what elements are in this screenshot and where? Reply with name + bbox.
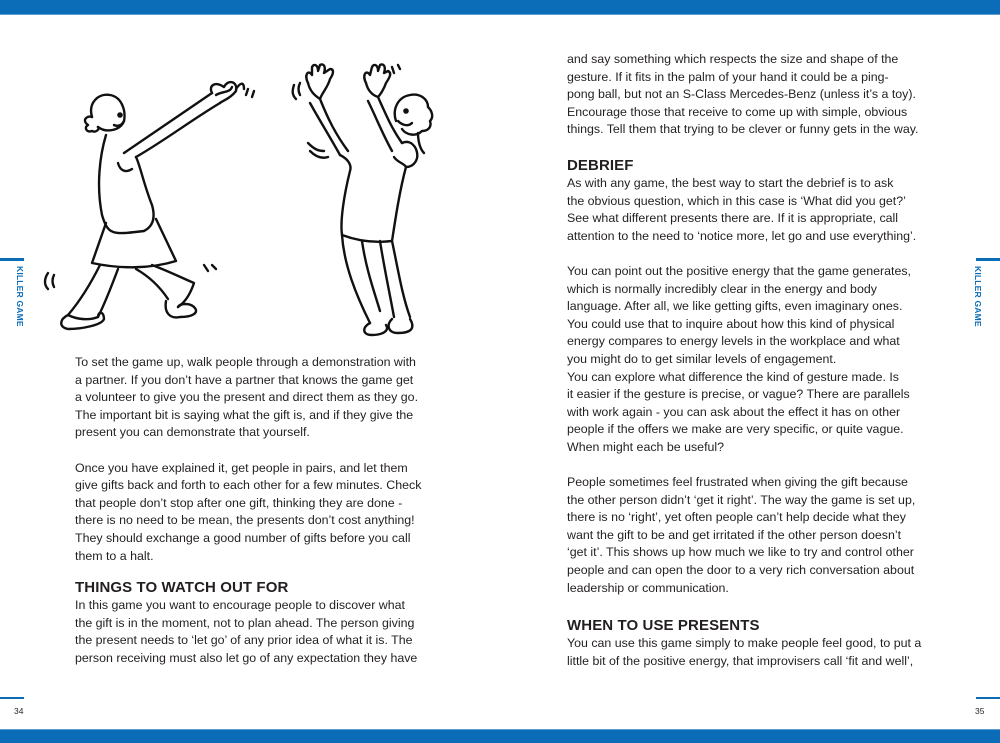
left-page-number: 34	[14, 706, 24, 716]
left-page-text	[75, 354, 445, 668]
right-page-number: 35	[975, 706, 985, 716]
text-line: language. After all, we like getting gifts, even imaginary ones.	[567, 299, 903, 314]
text-line: that people don’t stop after one gift, thinking they are done -	[75, 495, 403, 510]
gift-exchange-illustration	[40, 55, 460, 340]
text-line: give gifts back and forth to each other for a few minutes. Check	[75, 478, 422, 493]
continued-paragraph	[567, 51, 937, 139]
text-line: attention to the need to ‘notice more, let go and use everything’.	[567, 228, 917, 243]
left-page-number-marker	[0, 697, 24, 699]
watch-out-paragraph	[75, 597, 445, 667]
energy-paragraph	[567, 263, 937, 457]
text-line: there is no need to be mean, the presents don’t cost anything!	[75, 513, 415, 528]
section-heading-debrief: DEBRIEF	[567, 156, 634, 174]
text-line: person receiving must also let go of any expectation they have	[75, 650, 418, 665]
text-line: it easier if the gesture is precise, or vague? There are parallels	[567, 387, 910, 402]
left-section-tab: KILLER GAME	[15, 266, 25, 327]
text-line: pong ball, but not an S-Class Mercedes-Benz (unless it’s a toy).	[567, 87, 916, 102]
top-color-band	[0, 0, 1000, 15]
right-tab-marker	[976, 258, 1000, 261]
text-line: In this game you want to encourage people to discover what	[75, 598, 405, 613]
right-section-tab: KILLER GAME	[973, 266, 983, 327]
section-heading-watch-out: THINGS TO WATCH OUT FOR	[75, 579, 289, 597]
setup-paragraph	[75, 354, 445, 442]
text-line: They should exchange a good number of gifts before you call	[75, 530, 411, 545]
text-line: a partner. If you don’t have a partner that knows the game get	[75, 372, 414, 387]
text-line: You could use that to inquire about how this kind of physical	[567, 316, 895, 331]
text-line: them to a halt.	[75, 548, 154, 563]
text-line: ‘get it’. This shows up how much we like to try and control other	[567, 545, 914, 560]
text-line: the gift is in the moment, not to plan ahead. The person giving	[75, 615, 415, 630]
pairs-paragraph	[75, 460, 445, 566]
text-line: You can explore what difference the kind of gesture made. Is	[567, 369, 900, 384]
frustration-paragraph	[567, 474, 937, 597]
text-line: people and can open the door to a very rich conversation about	[567, 563, 915, 578]
right-page-number-marker	[976, 697, 1000, 699]
section-heading-when-to-use: WHEN TO USE PRESENTS	[567, 617, 760, 635]
left-tab-marker	[0, 258, 24, 261]
text-line: with work again - you can ask about the effect it has on other	[567, 404, 901, 419]
text-line: You can point out the positive energy that the game generates,	[567, 263, 911, 278]
right-page-text	[567, 51, 937, 670]
text-line: present you can demonstrate that yourself.	[75, 425, 310, 440]
text-line: the other person didn’t ‘get it right’. The way the game is set up,	[567, 492, 916, 507]
text-line: gesture. If it fits in the palm of your hand it could be a ping-	[567, 69, 889, 84]
giver-figure-icon	[45, 82, 254, 329]
text-line: energy compares to energy levels in the workplace and what	[567, 334, 900, 349]
text-line: Encourage those that receive to come up with simple, obvious	[567, 104, 908, 119]
text-line: a volunteer to give you the present and direct them as they go.	[75, 390, 419, 405]
text-line: which is normally incredibly clear in the energy and body	[567, 281, 877, 296]
text-line: Once you have explained it, get people in pairs, and let them	[75, 460, 408, 475]
receiver-figure-icon	[293, 64, 432, 335]
text-line: leadership or communication.	[567, 580, 729, 595]
text-line: the obvious question, which in this case is ‘What did you get?’	[567, 193, 906, 208]
debrief-paragraph	[567, 175, 937, 245]
text-line: The important bit is saying what the gift is, and if they give the	[75, 407, 414, 422]
text-line: you might do to get similar levels of engagement.	[567, 351, 837, 366]
text-line: things. Tell them that trying to be clever or funny gets in the way.	[567, 122, 919, 137]
when-to-use-paragraph	[567, 635, 937, 670]
text-line: there is no ‘right’, yet often people can’t help decide what they	[567, 510, 906, 525]
text-line: people if the offers we make are very specific, or quite vague.	[567, 422, 904, 437]
text-line: little bit of the positive energy, that improvisers call ‘fit and well’,	[567, 653, 914, 668]
text-line: When might each be useful?	[567, 439, 725, 454]
text-line: and say something which respects the size and shape of the	[567, 52, 899, 66]
text-line: To set the game up, walk people through a demonstration with	[75, 355, 416, 369]
bottom-color-band	[0, 729, 1000, 743]
text-line: You can use this game simply to make people feel good, to put a	[567, 636, 922, 651]
text-line: want the gift to be and get irritated if the other person doesn’t	[567, 527, 902, 542]
text-line: As with any game, the best way to start the debrief is to ask	[567, 175, 894, 190]
text-line: the present needs to ‘let go’ of any prior idea of what it is. The	[75, 633, 413, 648]
text-line: People sometimes feel frustrated when giving the gift because	[567, 475, 908, 490]
text-line: See what different presents there are. If it is appropriate, call	[567, 211, 899, 226]
